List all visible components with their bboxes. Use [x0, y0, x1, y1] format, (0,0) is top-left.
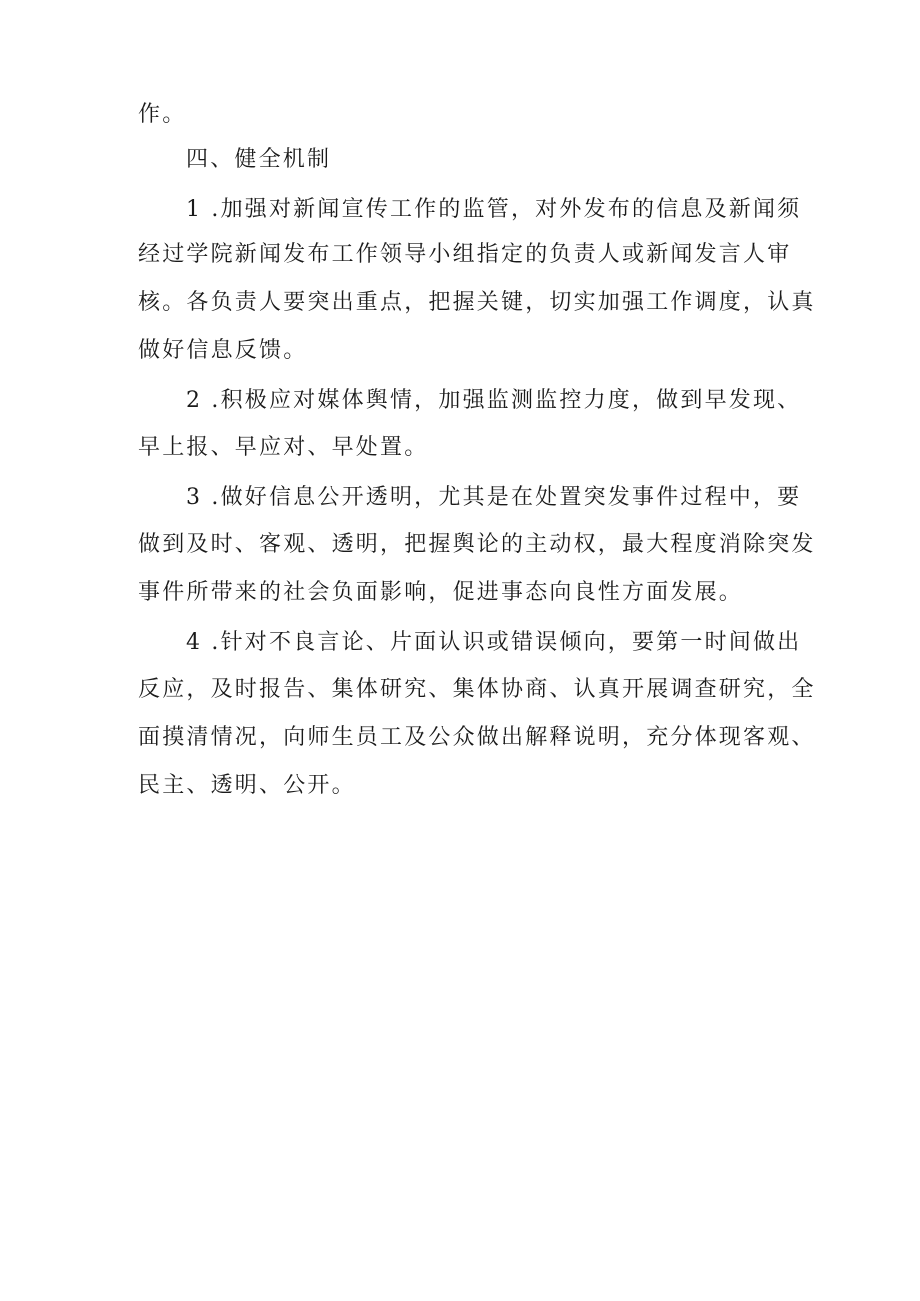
item-1-line-3: 核。各负责人要突出重点，把握关键，切实加强工作调度，认真: [138, 290, 816, 315]
item-4-line-1: 4 .针对不良言论、片面认识或错误倾向，要第一时间做出: [186, 630, 802, 655]
section-heading: 四、健全机制: [186, 147, 332, 172]
item-3-line-3: 事件所带来的社会负面影响，促进事态向良性方面发展。: [138, 580, 744, 605]
item-2-line-1: 2 .积极应对媒体舆情，加强监测监控力度，做到早发现、: [186, 388, 802, 413]
item-1-line-2: 经过学院新闻发布工作领导小组指定的负责人或新闻发言人审: [138, 242, 792, 267]
item-2-line-2: 早上报、早应对、早处置。: [138, 435, 429, 460]
item-3-line-2: 做到及时、客观、透明，把握舆论的主动权，最大程度消除突发: [138, 532, 816, 557]
paragraph-continuation-line: 作。: [138, 102, 187, 127]
item-1-line-1: 1 .加强对新闻宣传工作的监管，对外发布的信息及新闻须: [186, 197, 802, 222]
item-3-line-1: 3 .做好信息公开透明，尤其是在处置突发事件过程中，要: [186, 485, 802, 510]
item-4-line-2: 反应，及时报告、集体研究、集体协商、认真开展调查研究，全: [138, 677, 816, 702]
item-1-line-4: 做好信息反馈。: [138, 338, 308, 363]
item-4-line-3: 面摸清情况，向师生员工及公众做出解释说明，充分体现客观、: [138, 725, 816, 750]
item-4-line-4: 民主、透明、公开。: [138, 773, 356, 798]
